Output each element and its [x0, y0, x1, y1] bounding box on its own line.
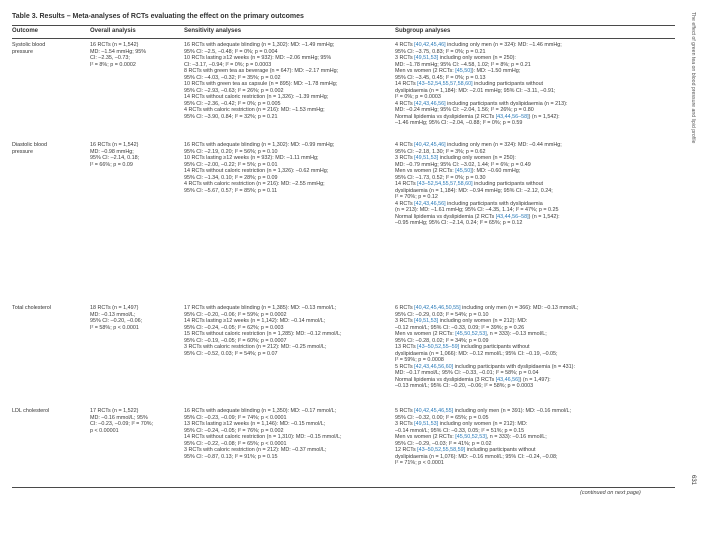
cell-line: 95% CI: –2.14, 0.18; — [90, 155, 140, 161]
cell-text: 13 RCTs — [395, 344, 418, 350]
reference-link: [49,51,53] — [414, 318, 439, 324]
cell-line: 10 RCTs with green tea as capsule (n = 895): MD: –1.78 mmHg; — [184, 81, 338, 87]
table-header-row — [12, 27, 675, 37]
sensitivity-analyses-cell — [184, 408, 390, 460]
cell-text: MD: –0.24 mmHg; 95% CI: –2.04, 1.56; I² = 26%; p = 0.80 — [395, 107, 534, 113]
reference-link: [43,44,56–58] — [495, 213, 529, 220]
cell-line: I² = 66%; p = 0.09 — [90, 161, 133, 168]
cell-line: 95% CI: –0.19, –0.05; I² = 60%; p = 0.0007 — [184, 337, 287, 344]
cell-text: including only men (n = 366): MD: –0.13 mmol/L; — [460, 305, 579, 311]
outcome-cell — [12, 142, 86, 155]
cell-text: dyslipidaemia (n = 1,184): MD: –2.01 mmHg; 95% CI: –3.11, –0.91; — [395, 87, 556, 94]
cell-line: 95% CI: –0.20, –0.06; I² = 59%; p = 0.0002 — [184, 311, 287, 318]
cell-text: including participants with dyslipidaemia (n = 213): — [445, 100, 568, 107]
reference-link: [49,51,53] — [414, 55, 439, 61]
cell-text: I² = 0%; p = 0.0003 — [395, 94, 441, 100]
cell-text: Men vs women (2 RCTs: — [395, 68, 456, 74]
cell-text: –0.95 mmHg; 95% CI: –2.14, 0.24; I² = 65%; p = 0.12 — [395, 220, 523, 226]
cell-text: including participants with dyslipidaemia — [445, 200, 543, 207]
cell-text: –1.46 mmHg; 95% CI: –2.04, –0.88; I² = 0%; p = 0.59 — [395, 120, 523, 126]
cell-text: 95% CI: –2.18, 1.30; I² = 3%; p = 0.62 — [395, 148, 486, 155]
subgroup-analyses-cell — [395, 305, 675, 390]
sensitivity-analyses-cell — [184, 305, 390, 357]
cell-text: 95% CI: –0.32, 0.00; I² = 65%; p = 0.05 — [395, 414, 489, 421]
cell-text: 95% CI: –0.29, 0.03; I² = 54%; p = 0.10 — [395, 311, 489, 318]
table-header-rule — [12, 38, 675, 39]
cell-line: 17 RCTs with adequate blinding (n = 1,385): MD: –0.13 mmol/L; — [184, 305, 337, 311]
cell-text: Men vs women (2 RCTs: — [395, 331, 456, 337]
cell-text: 3 RCTs — [395, 55, 415, 61]
cell-line: 14 RCTs without caloric restriction (n = 1,326): –0.62 mmHg; — [184, 168, 329, 174]
cell-text: 12 RCTs — [395, 447, 418, 453]
cell-text: dyslipidaemia (n = 1,066): MD: –0.12 mmol/L; 95% CI: –0.19, –0.05; — [395, 350, 558, 357]
cell-line: 16 RCTs (n = 1,542) — [90, 42, 139, 48]
cell-text: including participants without — [465, 447, 536, 453]
cell-line: I² = 8%; p = 0.0002 — [90, 61, 136, 68]
cell-text: 95% CI: –3.75, 0.83; I² = 0%; p = 0.21 — [395, 48, 486, 55]
cell-text: 14 RCTs — [395, 181, 418, 187]
overall-analysis-cell — [90, 142, 180, 168]
cell-text: including participants without — [472, 81, 544, 87]
cell-line: 18 RCTs (n = 1,497) — [90, 305, 139, 311]
header-subgroup-analyses: Subgroup analyses — [395, 28, 451, 34]
cell-text: 14 RCTs — [395, 81, 418, 87]
header-overall-analysis: Overall analysis — [90, 28, 136, 34]
cell-line: 95% CI: –0.24, –0.05; I² = 76%; p = 0.002 — [184, 427, 284, 434]
cell-line: 95% CI: –0.22, –0.08; I² = 65%; p < 0.0001 — [184, 440, 287, 447]
cell-line: 95% CI: –4.03, –0.32; I² = 35%; p = 0.02 — [184, 74, 281, 81]
cell-line: 95% CI: –0.87, 0.13; I² = 91%; p = 0.15 — [184, 453, 278, 460]
cell-line: 8 RCTs with green tea as beverage (n = 647): MD: –2.17 mmHg; — [184, 68, 339, 74]
cell-line: 14 RCTs without caloric restriction (n = 1,310): MD: –0.15 mmol/L; — [184, 434, 342, 440]
cell-text: 3 RCTs — [395, 155, 415, 161]
cell-line: 14 RCTs without caloric restriction (n = 1,326): –1.39 mmHg; — [184, 94, 329, 100]
reference-link: [43–52,54,55,57,58,60] — [417, 81, 473, 87]
cell-text: including participants without — [472, 181, 544, 187]
reference-link: [40,42,45,46,55] — [414, 408, 454, 414]
cell-line: 95% CI: –2.5, –0.48; I² = 0%; p = 0.004 — [184, 48, 278, 55]
cell-line: Diastolic blood — [12, 142, 48, 148]
table-title: Table 3. Results – Meta-analyses of RCTs evaluating the effect on the primary outcomes — [12, 13, 304, 20]
cell-text: 95% CI: –1.73, 0.52; I² = 0%; p = 0.30 — [395, 174, 486, 181]
reference-link: [42,43,46,56,60] — [414, 363, 454, 370]
cell-text: Men vs women (2 RCTs: — [395, 434, 456, 440]
subgroup-analyses-cell — [395, 142, 675, 227]
cell-text: 95% CI: –3.45, 0.45; I² = 0%; p = 0.13 — [395, 74, 486, 81]
cell-text: dyslipidaemia (n = 1,076): MD: –0.16 mmol/L; 95% CI: –0.24, –0.08; — [395, 453, 558, 460]
cell-line — [395, 220, 675, 227]
cell-line: 95% CI: –2.93, –0.63; I² = 26%; p = 0.002 — [184, 87, 284, 94]
cell-line: 95% CI: –0.23, –0.09; I² = 74%; p < 0.0001 — [184, 414, 287, 421]
cell-text: including only men (n = 324): MD: –1.46 mmHg; — [445, 42, 562, 48]
overall-analysis-cell — [90, 408, 180, 434]
outcome-cell — [12, 408, 86, 415]
cell-text: ): MD: –0.60 mmHg; — [471, 168, 521, 174]
reference-link: [43–50,52,55–59] — [417, 344, 460, 350]
cell-text: 95% CI: –0.28, 0.02; I² = 34%; p = 0.09 — [395, 337, 489, 344]
cell-text: (n = 213): MD: –1.61 mmHg; 95% CI: –4.35, 1.14; I² = 47%; p = 0.25 — [395, 207, 559, 213]
cell-line: 17 RCTs (n = 1,522) — [90, 408, 139, 414]
reference-link: [40,42,45,46] — [414, 42, 446, 48]
cell-line: 95% CI: –2.36, –0.42; I² = 0%; p = 0.005 — [184, 100, 281, 107]
cell-line: 13 RCTs lasting ≥12 weeks (n = 1,146): MD: –0.15 mmol/L; — [184, 421, 326, 427]
reference-link: [45,50,52,53] — [455, 331, 487, 337]
cell-text: including participants with dyslipidaemia (n = 431): — [453, 363, 575, 370]
cell-text: Normal lipidemia vs dyslipidemia (2 RCTs — [395, 213, 496, 220]
cell-line: 95% CI: –2.00, –0.22; I² = 5%; p = 0.01 — [184, 161, 278, 168]
cell-line: 3 RCTs with caloric restriction (n = 212): MD: –0.25 mmol/L; — [184, 344, 327, 350]
cell-text: including participants without — [459, 344, 530, 350]
cell-line: CI: –2.35, –0.73; — [90, 55, 130, 61]
cell-text: ) (n = 1,542): — [528, 113, 560, 120]
cell-line: 16 RCTs with adequate blinding (n = 1,302): MD: –1.49 mmHg; — [184, 42, 335, 48]
reference-link: [40,42,45,46] — [414, 142, 446, 148]
reference-link: [45,50] — [455, 168, 472, 174]
running-header — [688, 12, 698, 292]
cell-text: I² = 70%; p = 0.12 — [395, 194, 438, 200]
cell-line: 10 RCTs lasting ≥12 weeks (n = 932): MD: –2.06 mmHg; 95% — [184, 55, 332, 61]
cell-line: MD: –0.98 mmHg; — [90, 148, 134, 155]
cell-line: 95% CI: –0.24, –0.05; I² = 62%; p = 0.003 — [184, 324, 284, 331]
cell-line: 4 RCTs with caloric restriction (n = 216): MD: –1.53 mmHg; — [184, 107, 325, 113]
cell-line: I² = 58%; p < 0.0001 — [90, 324, 139, 331]
cell-line: LDL cholesterol — [12, 408, 50, 414]
reference-link: [49,51,53] — [414, 155, 439, 161]
cell-line: 95% CI: –3.90, 0.84; I² = 32%; p = 0.21 — [184, 113, 278, 120]
cell-line — [395, 383, 675, 390]
cell-line: MD: –0.16 mmol/L; 95% — [90, 414, 148, 421]
outcome-cell — [12, 42, 86, 55]
cell-text: 3 RCTs — [395, 421, 415, 427]
cell-text: ) (n = 1,542): — [528, 213, 560, 220]
reference-link: [43–50,52,55,58,59] — [417, 447, 466, 453]
cell-text: MD: –0.17 mmol/L; 95% CI: –0.33, –0.01; I² = 58%; p = 0.04 — [395, 370, 539, 376]
cell-line: CI: –3.17, –0.94; I² = 0%; p = 0.0003 — [184, 61, 272, 68]
subgroup-analyses-cell — [395, 42, 675, 127]
cell-text: 4 RCTs — [395, 142, 415, 148]
reference-link: [42,43,46,56] — [414, 200, 446, 207]
cell-line: MD: –0.13 mmol/L; — [90, 311, 136, 318]
outcome-cell — [12, 305, 86, 312]
cell-text: dyslipidaemia (n = 1,184): MD: –0.94 mmHg; 95% CI: –2.12, 0.24; — [395, 187, 553, 194]
cell-text: , n = 333): –0.13 mmol/L; — [486, 331, 547, 337]
cell-text: including only women (n = 212): MD: — [438, 421, 528, 427]
cell-text: , n = 333): –0.16 mmol/L; — [486, 434, 547, 440]
cell-line: MD: –1.54 mmHg; 95% — [90, 48, 147, 55]
table-top-rule — [12, 25, 675, 26]
continued-note: (continued on next page) — [580, 490, 641, 496]
cell-line: 4 RCTs with caloric restriction (n = 216): MD: –2.55 mmHg; — [184, 181, 325, 187]
cell-text: ): MD: –1.50 mmHg; — [471, 68, 521, 74]
sensitivity-analyses-cell — [184, 142, 390, 194]
cell-line: 95% CI: –0.52, 0.03; I² = 54%; p = 0.07 — [184, 350, 278, 357]
cell-text: I² = 59%; p = 0.0008 — [395, 357, 444, 363]
cell-line: 95% CI: –0.20, –0.06; — [90, 318, 143, 324]
cell-text: 6 RCTs — [395, 305, 415, 311]
cell-line: Total cholesterol — [12, 305, 51, 311]
cell-text: I² = 71%; p < 0.0001 — [395, 460, 444, 466]
cell-line: pressure — [12, 148, 33, 155]
cell-line: p < 0.00001 — [90, 427, 119, 434]
cell-line: 10 RCTs lasting ≥12 weeks (n = 932): MD: –1.11 mmHg; — [184, 155, 319, 161]
cell-text: Normal lipidemia vs dyslipidemia (3 RCTs — [395, 376, 496, 383]
reference-link: [45,50] — [455, 68, 472, 74]
cell-text: including only men (n = 391): MD: –0.16 mmol/L; — [453, 408, 572, 414]
cell-text: 4 RCTs — [395, 42, 415, 48]
cell-line: 16 RCTs with adequate blinding (n = 1,302): MD: –0.99 mmHg; — [184, 142, 335, 148]
page-number — [688, 475, 698, 499]
cell-line: 95% CI: –1.34, 0.10; I² = 28%; p = 0.09 — [184, 174, 278, 181]
cell-text: 4 RCTs — [395, 200, 415, 207]
header-outcome: Outcome — [12, 28, 39, 34]
cell-text: Men vs women (2 RCTs: — [395, 168, 456, 174]
overall-analysis-cell — [90, 42, 180, 68]
reference-link: [40,42,45,46,50,55] — [414, 305, 461, 311]
header-sensitivity-analyses: Sensitivity analyses — [184, 28, 242, 34]
cell-line — [395, 460, 675, 467]
cell-line: pressure — [12, 48, 33, 55]
reference-link: [43–52,54,55,57,58,60] — [417, 181, 473, 187]
reference-link: [45,50,52,53] — [455, 434, 487, 440]
cell-text: 5 RCTs — [395, 363, 415, 370]
cell-text: MD: –1.78 mmHg; 95% CI: –4.58, 1.02; I² = 8%; p = 0.21 — [395, 61, 531, 68]
cell-text: including only women (n = 212): MD: — [438, 318, 528, 324]
cell-text: ) (n = 1,497): — [519, 376, 551, 383]
cell-text: 3 RCTs — [395, 318, 415, 324]
table-bottom-rule — [12, 487, 675, 488]
cell-text: –0.13 mmol/L; 95% CI: –0.20, –0.06; I² = 58%; p = 0.0003 — [395, 383, 534, 389]
cell-text: including only women (n = 250): — [438, 55, 516, 61]
reference-link: [49,51,53] — [414, 421, 439, 427]
subgroup-analyses-cell — [395, 408, 675, 467]
cell-line: 14 RCTs lasting ≥12 weeks (n = 1,142): MD: –0.14 mmol/L; — [184, 318, 326, 324]
cell-line: Systolic blood — [12, 42, 46, 48]
sensitivity-analyses-cell — [184, 42, 390, 120]
cell-line: 95% CI: –2.19, 0.20; I² = 56%; p = 0.10 — [184, 148, 278, 155]
cell-text: including only women (n = 250): — [438, 155, 516, 161]
cell-text: –0.12 mmol/L; 95% CI: –0.33, 0.09; I² = 39%; p = 0.26 — [395, 324, 525, 331]
cell-text: 4 RCTs — [395, 100, 415, 107]
cell-line: 16 RCTs (n = 1,542) — [90, 142, 139, 148]
running-header-text: The effect of green tea on blood pressure and lipid profile — [690, 12, 696, 144]
cell-text: including only men (n = 324): MD: –0.44 mmHg; — [445, 142, 562, 148]
cell-line: 15 RCTs without caloric restriction (n = 1,285): MD: –0.12 mmol/L; — [184, 331, 342, 337]
reference-link: [43,44,56–58] — [495, 113, 529, 120]
cell-text: MD: –0.79 mmHg; 95% CI: –3.02, 1.44; I² = 6%; p = 0.49 — [395, 161, 531, 168]
cell-line: 95% CI: –5.67, 0.57; I² = 85%; p = 0.11 — [184, 187, 278, 194]
cell-line: CI: –0.23, –0.09; I² = 70%; — [90, 421, 154, 427]
cell-text: Normal lipidemia vs dyslipidemia (2 RCTs — [395, 113, 496, 120]
overall-analysis-cell — [90, 305, 180, 331]
page-number-text: 631 — [690, 475, 696, 486]
reference-link: [42,43,46,56] — [414, 100, 446, 107]
reference-link: [43,46,56] — [495, 376, 520, 383]
cell-line: 3 RCTs with caloric restriction (n = 212): MD: –0.37 mmol/L; — [184, 447, 327, 453]
cell-line: 16 RCTs with adequate blinding (n = 1,350): MD: –0.17 mmol/L; — [184, 408, 337, 414]
cell-text: 95% CI: –0.29, –0.03; I² = 41%; p = 0.02 — [395, 440, 492, 447]
cell-line — [395, 120, 675, 127]
cell-text: 5 RCTs — [395, 408, 415, 414]
cell-text: –0.14 mmol/L; 95% CI: –0.33, 0.05; I² = 51%; p = 0.15 — [395, 427, 525, 434]
